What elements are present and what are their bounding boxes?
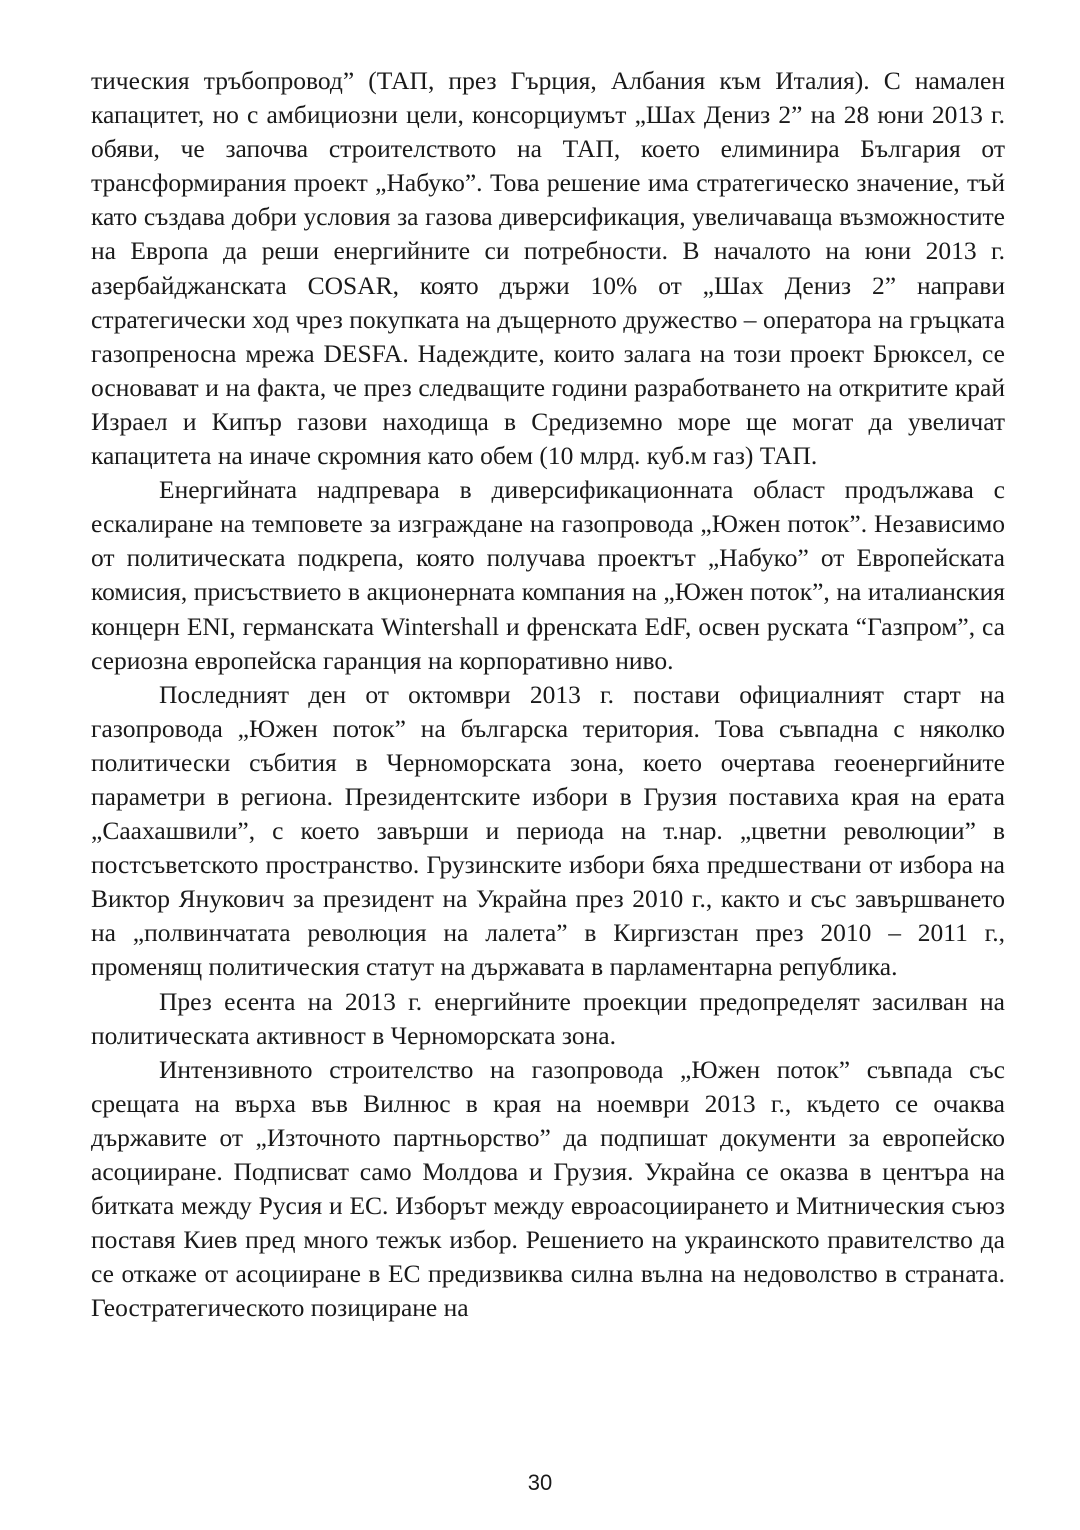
paragraph-2: Енергийната надпревара в диверсификационната област продължава с ескалиране на темповете за изграждане на газопровода „Южен поток”. Независимо от политическата подкрепа, която получава проектът „Набуко” от Европейската комисия, присъствието в акционерната компания на „Южен поток”, на италианския концерн ENI, германската Wintershall и френската EdF, освен руската “Газпром”, са сериозна европейска гаранция на корпоративно ниво.	[91, 475, 1005, 675]
paragraph-3: Последният ден от октомври 2013 г. постави официалният старт на газопровода „Южен поток” на българска територия. Това съвпадна с няколко политически събития в Черноморската зона, което очертава геоенергийните параметри в региона. Президентските избори в Грузия поставиха края на ерата „Саахашвили”, с което завърши и периода на т.нар. „цветни революции” в постсъветското пространство. Грузинските избори бяха предшествани от избора на Виктор Янукович за президент на Украйна през 2010 г., както и със завършването на „полвинчатата революция на лалета” в Киргизстан през 2010 – 2011 г., променящ политическия статут на държавата в парламентарна република.	[91, 679, 1005, 982]
paragraph-5: Интензивното строителство на газопровода „Южен поток” съвпада със срещата на върха във Вилнюс в края на ноември 2013 г., където се очаква държавите от „Източното партньорство” да подпишат документи за европейско асоцииране. Подписват само Молдова и Грузия. Украйна се оказва в центъра на битката между Русия и ЕС. Изборът между евроасоциирането и Митническия съюз поставя Киев пред много тежък избор. Решението на украинското правителство да се откаже от асоцииране в ЕС предизвиква силна вълна на недоволство в страната. Геостратегическото позициране на	[91, 1054, 1005, 1323]
paragraph-1: тическия тръбопровод” (ТАП, през Гърция, Албания към Италия). С намален капацитет, но с амбициозни цели, консорциумът „Шах Дениз 2” на 28 юни 2013 г. обяви, че започва строителството на ТАП, което елиминира България от трансформирания проект „Набуко”. Това решение има стратегическо значение, тъй като създава добри условия за газова диверсификация, увеличаваща възможностите на Европа да реши енергийните си потребности. В началото на юни 2013 г. азербайджанската COSAR, която държи 10% от „Шах Дениз 2” направи стратегически ход чрез покупката на дъщерното дружество – оператора на гръцката газопреносна мрежа DESFA. Надеждите, които залага на този проект Брюксел, се основават и на факта, че през следващите години разработването на откритите край Израел и Кипър газови находища в Средиземно море ще могат да увеличат капацитета на иначе скромния като обем (10 млрд. куб.м газ) ТАП.	[91, 66, 1005, 471]
page-number: 30	[527, 1470, 553, 1495]
document-body	[91, 64, 1005, 1325]
paragraph-4: През есента на 2013 г. енергийните проекции предопределят засилван на политическата активност в Черноморската зона.	[91, 986, 1005, 1050]
